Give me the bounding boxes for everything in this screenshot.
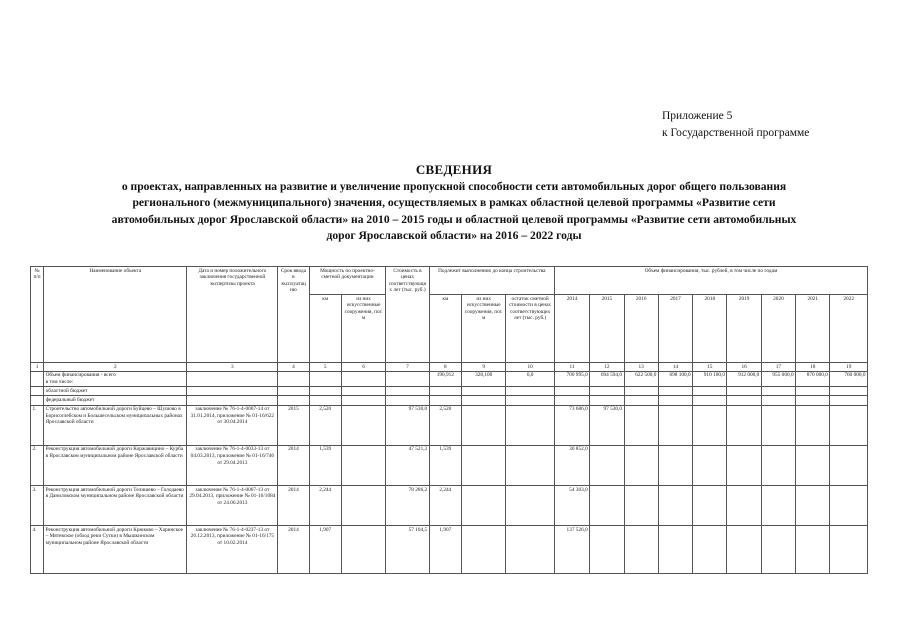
row-year-value — [761, 405, 795, 445]
row-name: Реконструкция автомобильной дороги Коржавицино – Курба в Ярославском муниципальном районе Ярославской области — [44, 445, 187, 485]
row-year-value: 73 686,0 — [554, 405, 589, 445]
row-cost: 57 104,5 — [386, 526, 429, 574]
row-year-value — [624, 445, 658, 485]
row-term: 2015 — [278, 405, 309, 445]
column-number: 4 — [278, 363, 309, 372]
row-year-value — [658, 405, 692, 445]
appendix-line-2: к Государственной программе — [662, 127, 810, 139]
header-capacity: Мощность по проектно-сметной документации — [309, 267, 386, 295]
row-rem-km: 2,244 — [429, 485, 461, 525]
header-cap-art: из них искусственные сооружения, пог. м — [341, 295, 385, 363]
row-year-value — [830, 405, 868, 445]
row-year-value — [830, 445, 868, 485]
column-number: 8 — [429, 363, 461, 372]
row-rem-art — [462, 485, 506, 525]
header-rem-cost: остаток сметной стоимости в ценах соответствующих лет (тыс. руб.) — [506, 295, 554, 363]
row-name: Реконструкция автомобильной дороги Телишево – Голодаево в Даниловском муниципальном районе Ярославской области — [44, 485, 187, 525]
table-row — [31, 405, 868, 445]
header-year: 2020 — [761, 295, 795, 363]
heading-line-1: о проектах, направленных на развитие и увеличение пропускной способности сети автомобильных дорог общего пользования — [121, 179, 787, 193]
column-number: 15 — [693, 363, 727, 372]
row-rem-cost — [506, 445, 554, 485]
row-year-value: 30 852,0 — [554, 445, 589, 485]
header-cap-km: км — [309, 295, 341, 363]
row-year-value — [624, 526, 658, 574]
row-rem-art — [462, 405, 506, 445]
column-number: 7 — [386, 363, 429, 372]
column-number: 6 — [341, 363, 385, 372]
header-year: 2021 — [796, 295, 830, 363]
header-year: 2019 — [727, 295, 761, 363]
total-year-value: 700 995,0 — [554, 371, 589, 386]
row-year-value — [590, 485, 624, 525]
column-number: 14 — [658, 363, 692, 372]
header-rem-art: из них искусственные сооружения, пог. м — [462, 295, 506, 363]
row-term: 2014 — [278, 485, 309, 525]
row-cap-km: 1,539 — [309, 445, 341, 485]
total-label — [44, 371, 187, 386]
column-number: 13 — [624, 363, 658, 372]
row-rem-km: 1,907 — [429, 526, 461, 574]
total-row — [31, 371, 868, 386]
object-rows — [31, 405, 868, 574]
row-term: 2014 — [278, 526, 309, 574]
total-sub-label: в том числе: — [45, 378, 74, 385]
row-cost: 78 286,2 — [386, 485, 429, 525]
row-year-value — [590, 445, 624, 485]
heading-line-2: регионального (межмуниципального) значения, осуществляемых в рамках областной целевой программы «Развитие сети — [132, 196, 776, 209]
row-rem-km: 1,539 — [429, 445, 461, 485]
column-number: 16 — [727, 363, 761, 372]
row-name: Строительство автомобильной дороги Буйцево – Шушово в Борисоглебском и Большесельском муниципальных районах Ярославской области — [44, 405, 187, 445]
row-year-value — [693, 405, 727, 445]
header-year: 2017 — [658, 295, 692, 363]
federal-budget-row — [31, 396, 868, 405]
header-year: 2015 — [590, 295, 624, 363]
row-year-value — [727, 445, 761, 485]
row-cap-art — [341, 485, 385, 525]
row-year-value — [590, 526, 624, 574]
column-number: 5 — [309, 363, 341, 372]
heading-line-4: дорог Ярославской области» на 2016 – 2022 годы — [326, 229, 582, 242]
column-number: 9 — [462, 363, 506, 372]
row-year-value — [624, 405, 658, 445]
row-cap-km: 2,520 — [309, 405, 341, 445]
row-year-value — [658, 526, 692, 574]
total-year-value: 698 100,0 — [658, 371, 692, 386]
header-year: 2014 — [554, 295, 589, 363]
row-rem-cost — [506, 526, 554, 574]
heading-line-3: автомобильных дорог Ярославской области» на 2010 – 2015 годы и областной целевой программы «Развитие сети автомобильных — [111, 212, 797, 226]
row-year-value: 97 530,0 — [590, 405, 624, 445]
column-number: 2 — [44, 363, 187, 372]
row-cost: 97 530,0 — [386, 405, 429, 445]
column-number: 19 — [830, 363, 868, 372]
row-cap-km: 2,244 — [309, 485, 341, 525]
row-year-value — [761, 445, 795, 485]
row-year-value — [693, 485, 727, 525]
total-rem-art: 328,100 — [462, 371, 506, 386]
row-year-value — [830, 485, 868, 525]
column-number: 10 — [506, 363, 554, 372]
row-year-value — [796, 526, 830, 574]
total-year-value: 910 100,0 — [693, 371, 727, 386]
total-rem-km: 190,912 — [429, 371, 461, 386]
row-date: заключение № 76-1-4-0067-14 от 31.01.2014, приложение № 01-16/622 от 30.04.2014 — [187, 405, 278, 445]
document-heading — [24, 162, 884, 245]
row-rem-km: 2,520 — [429, 405, 461, 445]
row-year-value — [796, 485, 830, 525]
header-year: 2016 — [624, 295, 658, 363]
row-year-value — [693, 445, 727, 485]
column-number: 18 — [796, 363, 830, 372]
row-year-value — [658, 485, 692, 525]
row-num: 3. — [31, 485, 44, 525]
row-cap-art — [341, 526, 385, 574]
total-year-value: 912 000,0 — [727, 371, 761, 386]
row-rem-cost — [506, 485, 554, 525]
row-year-value — [727, 405, 761, 445]
column-number-row — [31, 363, 868, 372]
row-cap-art — [341, 445, 385, 485]
row-year-value — [624, 485, 658, 525]
document-title: СВЕДЕНИЯ — [415, 162, 493, 177]
row-rem-art — [462, 526, 506, 574]
federal-budget-label: федеральный бюджет — [44, 396, 187, 405]
header-rem-km: км — [429, 295, 461, 363]
header-year: 2018 — [693, 295, 727, 363]
row-cap-km: 1,907 — [309, 526, 341, 574]
header-name: Наименование объекта — [44, 267, 187, 363]
row-year-value — [727, 526, 761, 574]
header-remaining: Подлежит выполнению до конца строительства — [429, 267, 554, 295]
row-num: 4. — [31, 526, 44, 574]
header-num: № п/п — [31, 267, 44, 363]
row-date: заключение № 76-1-4-0237-13 от 26.12.2013, приложение № 01-16/175 от 10.02.2014 — [187, 526, 278, 574]
row-year-value — [761, 485, 795, 525]
column-number: 17 — [761, 363, 795, 372]
table-row — [31, 485, 868, 525]
row-date: заключение № 76-1-4-0067-13 от 29.04.2013, приложение № 01-16/1084 от 24.06.2013 — [187, 485, 278, 525]
column-number: 12 — [590, 363, 624, 372]
table-row — [31, 526, 868, 574]
row-cap-art — [341, 405, 385, 445]
row-year-value — [830, 526, 868, 574]
row-term: 2014 — [278, 445, 309, 485]
total-year-value: 760 000,0 — [830, 371, 868, 386]
total-year-value: 694 594,0 — [590, 371, 624, 386]
total-label-text: Объем финансирования - всего — [45, 372, 116, 379]
header-year: 2022 — [830, 295, 868, 363]
column-number: 3 — [187, 363, 278, 372]
header-funding: Объем финансирования, тыс. рублей, в том числе по годам — [554, 267, 867, 295]
row-year-value — [796, 445, 830, 485]
row-rem-art — [462, 445, 506, 485]
row-year-value: 54 303,0 — [554, 485, 589, 525]
row-name: Реконструкция автомобильной дороги Крюково – Харинское – Мятевское (обход реки Сутки) в Мышкинском муниципальном районе Ярославской области — [44, 526, 187, 574]
appendix-line-1: Приложение 5 — [662, 110, 733, 122]
row-cost: 47 521,3 — [386, 445, 429, 485]
total-rem-cost: 0,0 — [506, 371, 554, 386]
total-year-value: 870 000,0 — [796, 371, 830, 386]
row-date: заключение № 76-1-4-0033-13 от 04.03.2013, приложение № 01-16/746 от 29.04.2013 — [187, 445, 278, 485]
row-num: 2. — [31, 445, 44, 485]
appendix-label — [662, 108, 809, 142]
projects-table — [30, 266, 868, 574]
regional-budget-row — [31, 387, 868, 396]
row-year-value — [693, 526, 727, 574]
total-year-value: 622 500,0 — [624, 371, 658, 386]
row-year-value: 137 526,0 — [554, 526, 589, 574]
row-year-value — [658, 445, 692, 485]
row-rem-cost — [506, 405, 554, 445]
header-cost: Стоимость в ценах соответствующих лет (тыс. руб.) — [386, 267, 429, 363]
row-num: 1. — [31, 405, 44, 445]
row-year-value — [761, 526, 795, 574]
row-year-value — [796, 405, 830, 445]
column-number: 1 — [31, 363, 44, 372]
regional-budget-label: областной бюджет — [44, 387, 187, 396]
header-date: Дата и номер положительного заключения государственной экспертизы проекта — [187, 267, 278, 363]
column-number: 11 — [554, 363, 589, 372]
header-term: Срок ввода в эксплуатацию — [278, 267, 309, 363]
table-row — [31, 445, 868, 485]
row-year-value — [727, 485, 761, 525]
total-year-value: 955 000,0 — [761, 371, 795, 386]
